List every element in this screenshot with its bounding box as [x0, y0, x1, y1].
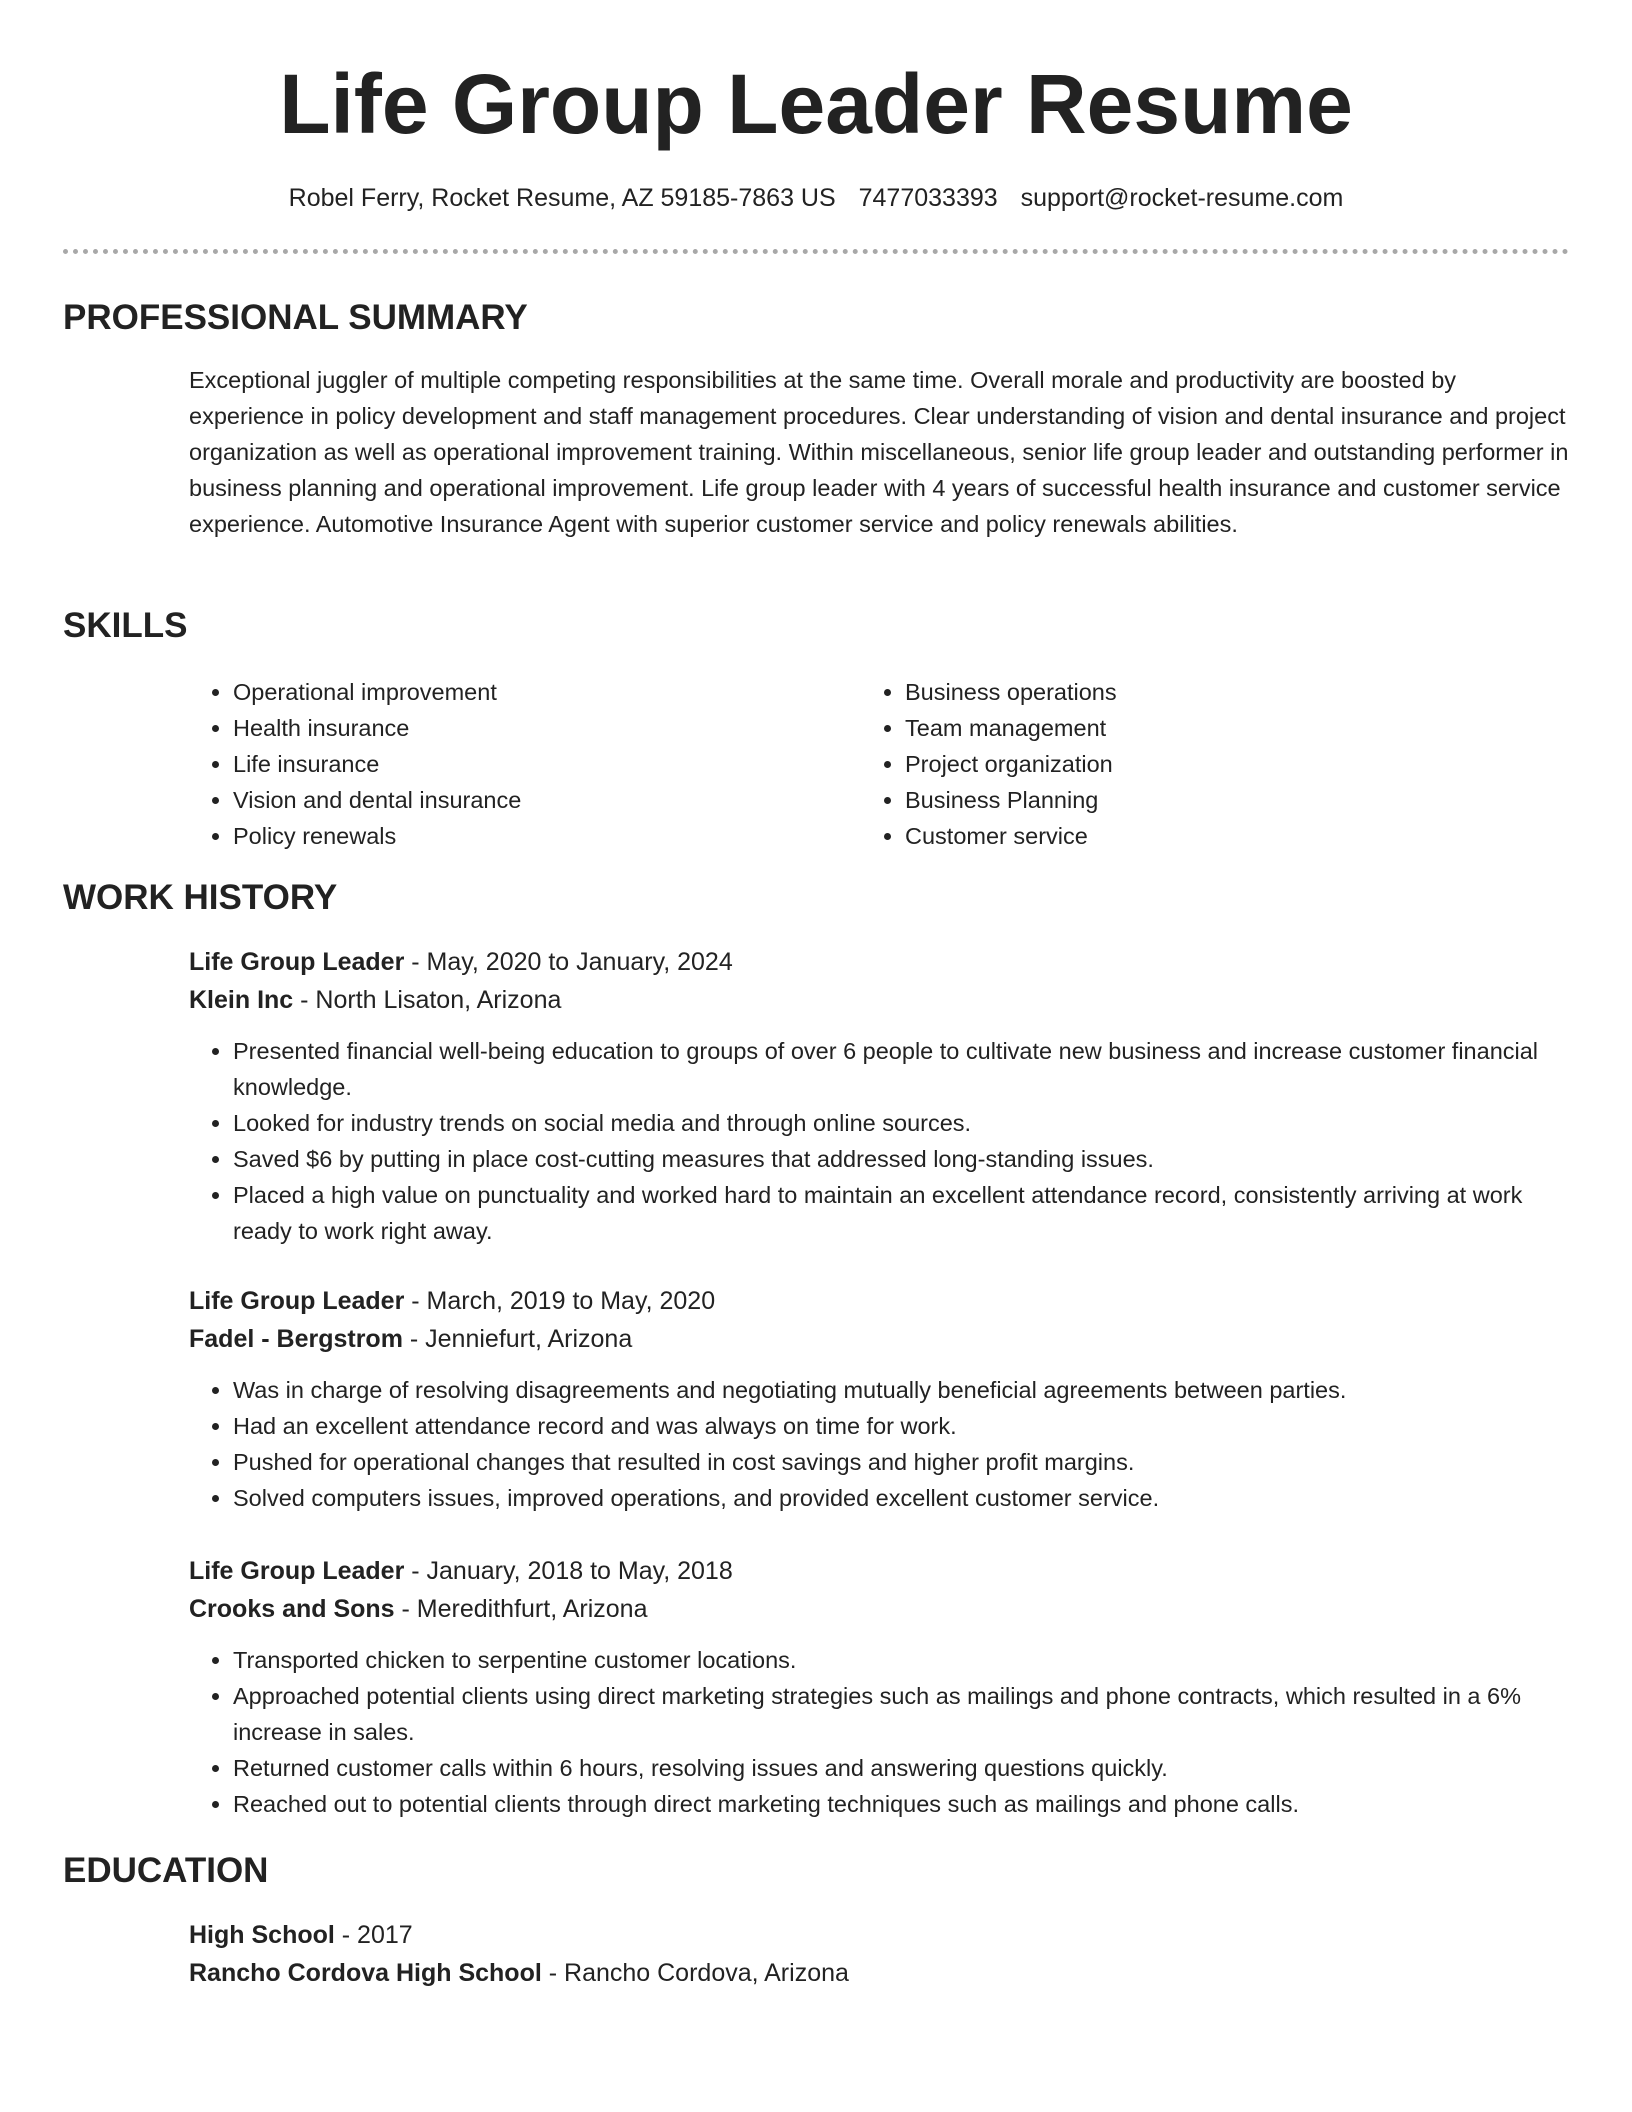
education-location: - Rancho Cordova, Arizona	[541, 1959, 849, 1987]
summary-text: Exceptional juggler of multiple competing responsibilities at the same time. Overall morale and productivity are boosted by experience in policy development and staff management procedures. Clear understanding of vision and dental insurance and project organization as well as operational improvement training. Within miscellaneous, senior life group leader and outstanding performer in business planning and operational improvement. Life group leader with 4 years of successful health insurance and customer service experience. Automotive Insurance Agent with superior customer service and policy renewals abilities.	[189, 367, 1569, 537]
job-location: - Meredithfurt, Arizona	[394, 1595, 648, 1623]
job-bullet: • Had an excellent attendance record and was always on time for work.	[233, 1408, 1571, 1444]
skills-heading: SKILLS	[63, 606, 188, 645]
skill-item: • Customer service	[905, 818, 1545, 854]
job-bullets	[189, 1642, 1571, 1822]
skill-item: • Business Planning	[905, 782, 1545, 818]
education-degree-line	[189, 1916, 1571, 1954]
job-dates: - May, 2020 to January, 2024	[404, 948, 733, 976]
job-title: Life Group Leader	[189, 948, 405, 976]
skills-column-right	[861, 674, 1545, 854]
job-bullet: • Returned customer calls within 6 hours, resolving issues and answering questions quickly.	[233, 1750, 1571, 1786]
job-company-line	[189, 1590, 1571, 1628]
summary-heading: PROFESSIONAL SUMMARY	[63, 298, 528, 337]
education-heading: EDUCATION	[63, 1851, 269, 1890]
education-degree: High School	[189, 1921, 335, 1949]
job-entry	[189, 1282, 1571, 1516]
job-title: Life Group Leader	[189, 1557, 405, 1585]
education-school: Rancho Cordova High School	[189, 1959, 542, 1987]
job-bullet: • Approached potential clients using direct marketing strategies such as mailings and phone contracts, which resulted in a 6% increase in sales.	[233, 1678, 1571, 1750]
skills-column-left	[189, 674, 873, 854]
job-dates: - March, 2019 to May, 2020	[404, 1287, 716, 1315]
job-bullet: • Placed a high value on punctuality and worked hard to maintain an excellent attendance record, consistently arriving at work ready to work right away.	[233, 1177, 1571, 1249]
skill-item: • Team management	[905, 710, 1545, 746]
job-title-line	[189, 1282, 1571, 1320]
contact-address: Robel Ferry, Rocket Resume, AZ 59185-7863 US	[288, 184, 836, 212]
skill-item: • Life insurance	[233, 746, 873, 782]
job-title-line	[189, 1552, 1571, 1590]
job-bullet: • Presented financial well-being education to groups of over 6 people to cultivate new business and increase customer financial knowledge.	[233, 1033, 1571, 1105]
job-bullet: • Saved $6 by putting in place cost-cutting measures that addressed long-standing issues.	[233, 1141, 1571, 1177]
job-company-line	[189, 1320, 1571, 1358]
skill-item: • Operational improvement	[233, 674, 873, 710]
contact-email: support@rocket-resume.com	[1020, 184, 1344, 212]
job-bullets	[189, 1372, 1571, 1516]
education-year: - 2017	[334, 1921, 413, 1949]
job-bullet: • Looked for industry trends on social media and through online sources.	[233, 1105, 1571, 1141]
job-company-line	[189, 981, 1571, 1019]
job-bullet: • Transported chicken to serpentine customer locations.	[233, 1642, 1571, 1678]
job-company: Fadel - Bergstrom	[189, 1325, 403, 1353]
job-company: Crooks and Sons	[189, 1595, 395, 1623]
job-entry	[189, 943, 1571, 1249]
job-bullets	[189, 1033, 1571, 1249]
job-company: Klein Inc	[189, 986, 294, 1014]
job-bullet: • Solved computers issues, improved operations, and provided excellent customer service.	[233, 1480, 1571, 1516]
skill-item: • Vision and dental insurance	[233, 782, 873, 818]
summary-section	[189, 362, 1571, 542]
page-title: Life Group Leader Resume	[279, 57, 1353, 151]
job-bullet: • Reached out to potential clients through direct marketing techniques such as mailings and phone calls.	[233, 1786, 1571, 1822]
education-entry	[189, 1916, 1571, 1992]
job-location: - North Lisaton, Arizona	[293, 986, 562, 1014]
work-history-heading: WORK HISTORY	[63, 878, 338, 917]
header-divider	[63, 249, 1569, 254]
contact-line	[0, 180, 1632, 216]
job-location: - Jenniefurt, Arizona	[402, 1325, 633, 1353]
contact-phone: 7477033393	[858, 184, 998, 212]
skill-item: • Health insurance	[233, 710, 873, 746]
job-title-line	[189, 943, 1571, 981]
job-entry	[189, 1552, 1571, 1822]
job-bullet: • Was in charge of resolving disagreements and negotiating mutually beneficial agreements between parties.	[233, 1372, 1571, 1408]
skill-item: • Policy renewals	[233, 818, 873, 854]
job-dates: - January, 2018 to May, 2018	[404, 1557, 733, 1585]
skill-item: • Project organization	[905, 746, 1545, 782]
job-bullet: • Pushed for operational changes that resulted in cost savings and higher profit margins.	[233, 1444, 1571, 1480]
job-title: Life Group Leader	[189, 1287, 405, 1315]
education-school-line	[189, 1954, 1571, 1992]
skill-item: • Business operations	[905, 674, 1545, 710]
